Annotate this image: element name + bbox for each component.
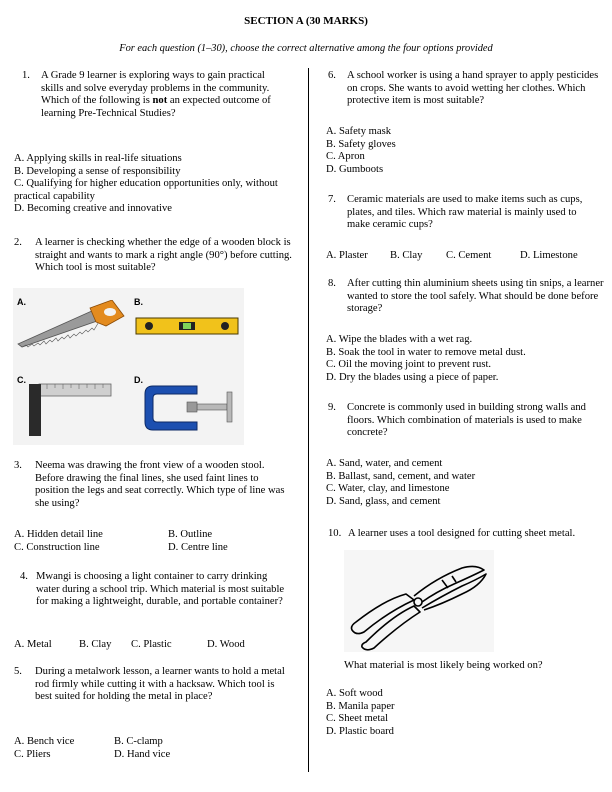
question-number: 4. — [20, 571, 28, 582]
question-9 — [328, 402, 604, 440]
option[interactable]: B. Manila paper — [326, 700, 395, 712]
question-text: A learner uses a tool designed for cutting sheet metal. — [348, 528, 576, 539]
option[interactable]: D. Wood — [207, 639, 245, 650]
option[interactable]: C. Cement — [446, 250, 492, 261]
left-column — [14, 70, 294, 760]
question-number: 10. — [328, 528, 342, 539]
option[interactable]: C. Apron — [326, 151, 365, 163]
option[interactable]: C. Construction line — [14, 541, 100, 553]
question-text — [37, 70, 292, 120]
option[interactable]: A. Metal — [14, 639, 52, 650]
question-8 — [328, 278, 604, 316]
question-2 — [14, 237, 292, 275]
instructions: For each question (1–30), choose the correct alternative among the four options provided — [119, 43, 493, 54]
option[interactable]: B. Outline — [168, 529, 213, 540]
question-6 — [326, 70, 602, 108]
option-label-d[interactable]: D. — [134, 375, 143, 385]
question-text: Ceramic materials are used to make items such as cups, plates, and tiles. Which raw material is mainly used to make ceramic cups? — [347, 194, 583, 231]
question-10-prompt: What material is most likely being worked on? — [344, 660, 543, 671]
question-8-options — [326, 334, 604, 384]
question-10 — [328, 528, 604, 541]
option[interactable]: D. Dry the blades using a piece of paper. — [326, 371, 499, 383]
option-label-c[interactable]: C. — [17, 375, 26, 385]
spirit-level-icon — [135, 316, 239, 336]
tin-snips-image — [344, 550, 494, 652]
option[interactable]: B. Safety gloves — [326, 138, 396, 150]
option[interactable]: A. Hidden detail line — [14, 529, 103, 540]
option[interactable]: B. Ballast, sand, cement, and water — [326, 470, 476, 482]
option[interactable]: C. Qualifying for higher education opportunities only, without practical capability — [14, 178, 278, 202]
c-clamp-icon — [143, 378, 239, 438]
option[interactable]: D. Centre line — [168, 541, 228, 553]
option[interactable]: C. Water, clay, and limestone — [326, 483, 450, 495]
question-1 — [14, 70, 292, 120]
question-number: 6. — [328, 70, 336, 81]
question-number: 3. — [14, 460, 22, 471]
option[interactable]: C. Plastic — [131, 639, 172, 650]
question-5 — [14, 666, 288, 704]
question-4-options — [14, 639, 294, 652]
question-number: 2. — [14, 237, 22, 248]
question-text: Neema was drawing the front view of a wooden stool. Before drawing the final lines, she used faint lines to position the legs and seat correctly. Which type of line was she using? — [35, 460, 285, 509]
question-number: 8. — [328, 278, 336, 289]
question-6-options — [326, 126, 604, 176]
question-7-options — [326, 250, 604, 263]
question-number: 7. — [328, 194, 336, 205]
option[interactable]: B. Soak the tool in water to remove metal dust. — [326, 346, 526, 358]
option[interactable]: B. Clay — [79, 639, 112, 650]
option[interactable]: B. C-clamp — [114, 736, 163, 747]
right-column — [326, 70, 604, 737]
option[interactable]: A. Sand, water, and cement — [326, 458, 443, 469]
emphasis-not: not — [152, 95, 168, 107]
option[interactable]: C. Pliers — [14, 748, 51, 760]
option[interactable]: A. Soft wood — [326, 688, 383, 699]
question-10-options — [326, 688, 604, 738]
question-number: 1. — [22, 70, 30, 81]
question-5-options — [14, 736, 294, 761]
column-divider — [308, 68, 309, 772]
question-number: 5. — [14, 666, 22, 677]
question-number: 9. — [328, 402, 336, 413]
question-text: Concrete is commonly used in building strong walls and floors. Which combination of materials is used to make concrete? — [347, 402, 586, 439]
handsaw-icon — [16, 300, 126, 348]
option[interactable]: A. Wipe the blades with a wet rag. — [326, 334, 473, 345]
question-1-options — [14, 153, 296, 216]
option[interactable]: D. Becoming creative and innovative — [14, 203, 172, 215]
question-7 — [328, 194, 602, 232]
option[interactable]: D. Gumboots — [326, 163, 384, 175]
option[interactable]: D. Plastic board — [326, 725, 394, 737]
option[interactable]: D. Limestone — [520, 250, 578, 261]
option[interactable]: A. Plaster — [326, 250, 368, 261]
option[interactable]: D. Hand vice — [114, 748, 171, 760]
tool-images — [13, 288, 244, 445]
option[interactable]: C. Oil the moving joint to prevent rust. — [326, 359, 492, 371]
option[interactable]: B. Developing a sense of responsibility — [14, 165, 181, 177]
option-label-b[interactable]: B. — [134, 297, 143, 307]
question-text-part: A Grade 9 learner is exploring ways to gain practical skills and solve everyday problems in the community. Which of the following is — [41, 70, 270, 107]
question-9-options — [326, 458, 604, 508]
option-label-a[interactable]: A. — [17, 297, 26, 307]
question-text: After cutting thin aluminium sheets using tin snips, a learner wanted to store the tool safely. What should be done before storage? — [347, 278, 604, 315]
section-title: SECTION A (30 MARKS) — [244, 15, 368, 27]
option[interactable]: A. Safety mask — [326, 126, 392, 137]
question-text: During a metalwork lesson, a learner wants to hold a metal rod firmly while cutting it with a hacksaw. Which tool is best suited for holding the metal in place? — [35, 666, 285, 703]
option[interactable]: A. Applying skills in real-life situations — [14, 153, 182, 164]
try-square-icon — [27, 382, 113, 438]
option[interactable]: A. Bench vice — [14, 736, 75, 747]
option[interactable]: D. Sand, glass, and cement — [326, 495, 441, 507]
question-text-part: an expected outcome of learning Pre-Technical Studies? — [41, 95, 271, 119]
question-3-options — [14, 529, 294, 554]
question-text: Mwangi is choosing a light container to carry drinking water during a school trip. Which material is most suitable for making a lightweight, durable, and portable container? — [36, 571, 285, 608]
question-text: A learner is checking whether the edge of a wooden block is straight and wants to mark a right angle (90°) before cutting. Which tool is most suitable? — [35, 237, 292, 274]
tin-snips-icon — [344, 550, 494, 652]
question-text: A school worker is using a hand sprayer to apply pesticides on crops. She wants to avoid wetting her clothes. Which protective item is most suitable? — [347, 70, 599, 107]
question-4 — [20, 571, 290, 609]
option[interactable]: B. Clay — [390, 250, 423, 261]
question-3 — [14, 460, 286, 510]
option[interactable]: C. Sheet metal — [326, 713, 389, 725]
